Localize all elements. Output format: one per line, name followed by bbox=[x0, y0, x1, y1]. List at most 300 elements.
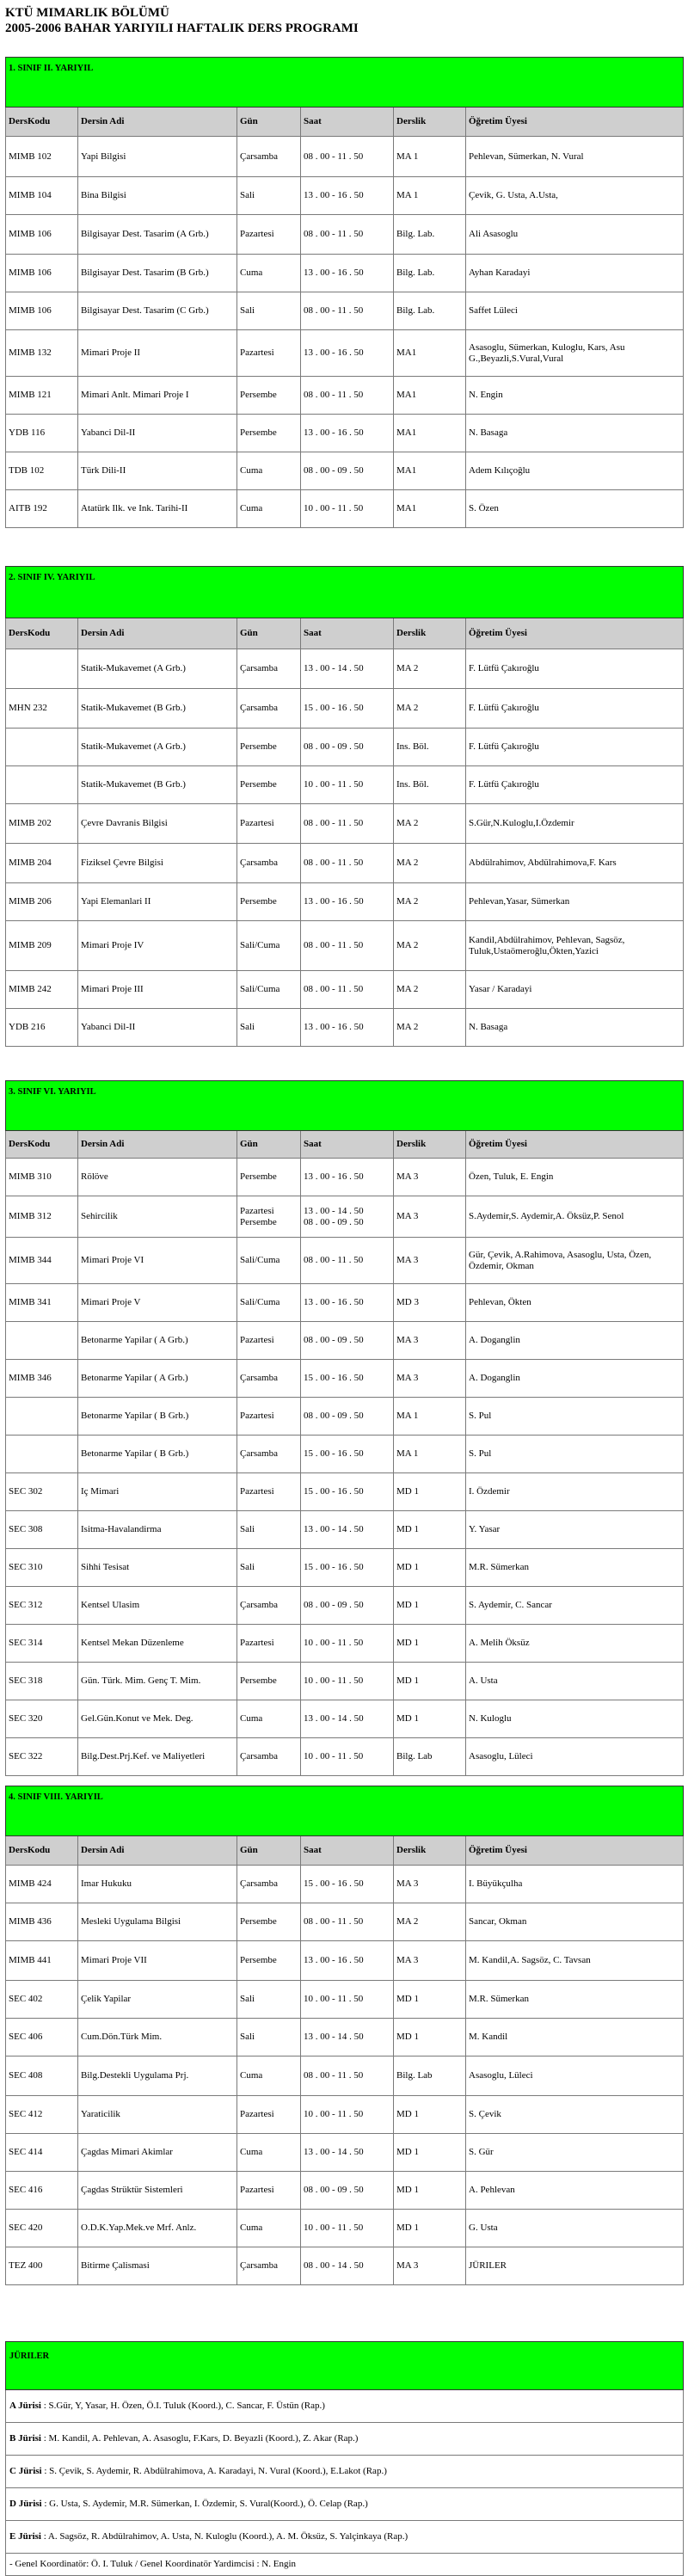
col-time: 15 . 00 - 16 . 50 bbox=[301, 1549, 394, 1587]
col-day: Pazartesi bbox=[237, 2096, 301, 2134]
col-teacher: F. Lütfü Çakıroğlu bbox=[466, 766, 684, 804]
table-row bbox=[6, 2247, 684, 2285]
col-time: 13 . 00 - 14 . 50 08 . 00 - 09 . 50 bbox=[301, 1196, 394, 1238]
col-time: 13 . 00 - 16 . 50 bbox=[301, 177, 394, 215]
header-col-code: DersKodu bbox=[6, 618, 78, 649]
col-name: Statik-Mukavemet (A Grb.) bbox=[78, 649, 237, 689]
col-code: MIMB 310 bbox=[6, 1159, 78, 1196]
col-teacher: Ali Asasoglu bbox=[466, 215, 684, 255]
col-time: 13 . 00 - 14 . 50 bbox=[301, 1700, 394, 1738]
col-room: MA 3 bbox=[394, 2247, 466, 2285]
col-day: Cuma bbox=[237, 2210, 301, 2247]
col-room: MD 1 bbox=[394, 1663, 466, 1700]
col-day: Sali/Cuma bbox=[237, 1284, 301, 1322]
col-time: 10 . 00 - 11 . 50 bbox=[301, 2210, 394, 2247]
col-teacher: M.R. Sümerkan bbox=[466, 1549, 684, 1587]
header-col-name: Dersin Adi bbox=[78, 1836, 237, 1866]
col-name: Bilg.Dest.Prj.Kef. ve Maliyetleri bbox=[78, 1738, 237, 1776]
col-time: 08 . 00 - 11 . 50 bbox=[301, 971, 394, 1009]
col-teacher: Yasar / Karadayi bbox=[466, 971, 684, 1009]
col-day: Sali/Cuma bbox=[237, 921, 301, 971]
table-row bbox=[6, 1941, 684, 1981]
col-time: 08 . 00 - 09 . 50 bbox=[301, 2172, 394, 2210]
table-row bbox=[6, 1587, 684, 1625]
col-day: Sali bbox=[237, 292, 301, 330]
col-room: MD 1 bbox=[394, 1549, 466, 1587]
col-code: MIMB 132 bbox=[6, 330, 78, 377]
jury-members: : M. Kandil, A. Pehlevan, A. Asasoglu, F.Kars, D. Beyazli (Koord.), Z. Akar (Rap.) bbox=[43, 2433, 359, 2444]
section-table bbox=[5, 1786, 684, 2285]
col-day: Cuma bbox=[237, 490, 301, 528]
col-name: Yabanci Dil-II bbox=[78, 1009, 237, 1047]
col-code: AITB 192 bbox=[6, 490, 78, 528]
col-room: MA 3 bbox=[394, 1238, 466, 1284]
col-day: Çarsamba bbox=[237, 844, 301, 883]
table-row bbox=[6, 1322, 684, 1360]
col-code: SEC 408 bbox=[6, 2056, 78, 2096]
table-row bbox=[6, 844, 684, 883]
col-name: Mimari Proje VI bbox=[78, 1238, 237, 1284]
col-teacher: S. Aydemir, C. Sancar bbox=[466, 1587, 684, 1625]
col-teacher: S. Pul bbox=[466, 1398, 684, 1436]
col-room: MA 2 bbox=[394, 1009, 466, 1047]
col-teacher: A. Doganglin bbox=[466, 1322, 684, 1360]
col-code: YDB 216 bbox=[6, 1009, 78, 1047]
col-room: Bilg. Lab. bbox=[394, 292, 466, 330]
col-name: Mimari Proje V bbox=[78, 1284, 237, 1322]
section-band bbox=[6, 58, 684, 108]
col-name: Statik-Mukavemet (B Grb.) bbox=[78, 766, 237, 804]
col-time: 08 . 00 - 09 . 50 bbox=[301, 452, 394, 490]
col-room: MA 2 bbox=[394, 689, 466, 729]
col-time: 10 . 00 - 11 . 50 bbox=[301, 1981, 394, 2019]
col-room: MD 1 bbox=[394, 2096, 466, 2134]
header-col-teacher: Öğretim Üyesi bbox=[466, 1836, 684, 1866]
col-teacher: Asasoglu, Lüleci bbox=[466, 2056, 684, 2096]
col-room: MA1 bbox=[394, 330, 466, 377]
table-row bbox=[6, 377, 684, 415]
col-code: SEC 406 bbox=[6, 2019, 78, 2056]
col-room: Bilg. Lab bbox=[394, 1738, 466, 1776]
jury-entry bbox=[6, 2390, 684, 2423]
col-time: 15 . 00 - 16 . 50 bbox=[301, 1473, 394, 1511]
header-col-code: DersKodu bbox=[6, 1131, 78, 1159]
jury-entry bbox=[6, 2521, 684, 2554]
table-row bbox=[6, 1981, 684, 2019]
section-table bbox=[5, 57, 684, 528]
header-col-room: Derslik bbox=[394, 618, 466, 649]
col-teacher: N. Basaga bbox=[466, 1009, 684, 1047]
col-room: MD 1 bbox=[394, 1625, 466, 1663]
col-room: MA 3 bbox=[394, 1866, 466, 1903]
header-col-name: Dersin Adi bbox=[78, 1131, 237, 1159]
col-teacher: M. Kandil,A. Sagsöz, C. Tavsan bbox=[466, 1941, 684, 1981]
table-row bbox=[6, 1866, 684, 1903]
juries-band bbox=[6, 2342, 684, 2390]
jury-members: : G. Usta, S. Aydemir, M.R. Sümerkan, I. Özdemir, S. Vural(Koord.), Ö. Celap (Rap.) bbox=[44, 2499, 368, 2509]
col-name: Betonarme Yapilar ( A Grb.) bbox=[78, 1322, 237, 1360]
col-teacher: N. Engin bbox=[466, 377, 684, 415]
col-code: SEC 310 bbox=[6, 1549, 78, 1587]
col-name: Çelik Yapilar bbox=[78, 1981, 237, 2019]
col-teacher: Saffet Lüleci bbox=[466, 292, 684, 330]
col-day: Sali bbox=[237, 1549, 301, 1587]
col-room: Ins. Böl. bbox=[394, 729, 466, 766]
header-col-name: Dersin Adi bbox=[78, 618, 237, 649]
col-room: MA 1 bbox=[394, 1436, 466, 1473]
col-name: Mesleki Uygulama Bilgisi bbox=[78, 1903, 237, 1941]
col-room: MD 1 bbox=[394, 1700, 466, 1738]
col-name: Çagdas Strüktür Sistemleri bbox=[78, 2172, 237, 2210]
col-time: 13 . 00 - 14 . 50 bbox=[301, 1511, 394, 1549]
column-header-row bbox=[6, 1836, 684, 1866]
col-name: Gel.Gün.Konut ve Mek. Deg. bbox=[78, 1700, 237, 1738]
col-time: 08 . 00 - 09 . 50 bbox=[301, 729, 394, 766]
header-col-code: DersKodu bbox=[6, 1836, 78, 1866]
col-code: MIMB 102 bbox=[6, 137, 78, 177]
col-teacher: S. Özen bbox=[466, 490, 684, 528]
page-title bbox=[5, 5, 359, 36]
jury-label: A Jürisi bbox=[9, 2401, 44, 2411]
col-code: SEC 308 bbox=[6, 1511, 78, 1549]
col-name: Bilgisayar Dest. Tasarim (A Grb.) bbox=[78, 215, 237, 255]
jury-label: D Jürisi bbox=[9, 2499, 45, 2509]
col-time: 08 . 00 - 11 . 50 bbox=[301, 1903, 394, 1941]
header-col-teacher: Öğretim Üyesi bbox=[466, 108, 684, 137]
table-row bbox=[6, 1284, 684, 1322]
col-day: Persembe bbox=[237, 1159, 301, 1196]
col-name: Mimari Proje II bbox=[78, 330, 237, 377]
col-name: Betonarme Yapilar ( A Grb.) bbox=[78, 1360, 237, 1398]
col-day: Çarsamba bbox=[237, 1360, 301, 1398]
header-col-teacher: Öğretim Üyesi bbox=[466, 618, 684, 649]
col-room: MD 1 bbox=[394, 1473, 466, 1511]
col-code: TEZ 400 bbox=[6, 2247, 78, 2285]
col-code: MIMB 106 bbox=[6, 255, 78, 292]
jury-entry bbox=[6, 2488, 684, 2521]
col-code: MIMB 104 bbox=[6, 177, 78, 215]
col-day: Çarsamba bbox=[237, 689, 301, 729]
col-code: MIMB 346 bbox=[6, 1360, 78, 1398]
col-teacher: N. Kuloglu bbox=[466, 1700, 684, 1738]
col-day: Pazartesi bbox=[237, 215, 301, 255]
col-day: Sali/Cuma bbox=[237, 1238, 301, 1284]
col-time: 13 . 00 - 16 . 50 bbox=[301, 1941, 394, 1981]
table-row bbox=[6, 1549, 684, 1587]
section-title: 2. SINIF IV. YARIYIL bbox=[6, 567, 684, 618]
col-room: Bilg. Lab. bbox=[394, 215, 466, 255]
col-room: MD 3 bbox=[394, 1284, 466, 1322]
col-room: MA1 bbox=[394, 490, 466, 528]
col-time: 08 . 00 - 09 . 50 bbox=[301, 1587, 394, 1625]
col-time: 13 . 00 - 14 . 50 bbox=[301, 2134, 394, 2172]
col-name: Imar Hukuku bbox=[78, 1866, 237, 1903]
col-code: SEC 414 bbox=[6, 2134, 78, 2172]
col-time: 08 . 00 - 11 . 50 bbox=[301, 804, 394, 844]
col-day: Persembe bbox=[237, 1663, 301, 1700]
col-time: 08 . 00 - 11 . 50 bbox=[301, 844, 394, 883]
col-room: MD 1 bbox=[394, 1511, 466, 1549]
col-teacher: S. Pul bbox=[466, 1436, 684, 1473]
col-name: Bilgisayar Dest. Tasarim (C Grb.) bbox=[78, 292, 237, 330]
section-band bbox=[6, 1081, 684, 1131]
col-name: Bina Bilgisi bbox=[78, 177, 237, 215]
jury-row bbox=[6, 2456, 684, 2488]
col-day: Çarsamba bbox=[237, 2247, 301, 2285]
col-day: Cuma bbox=[237, 1700, 301, 1738]
table-row bbox=[6, 1009, 684, 1047]
col-room: MA 2 bbox=[394, 883, 466, 921]
col-day: Pazartesi bbox=[237, 2172, 301, 2210]
jury-row bbox=[6, 2488, 684, 2521]
col-name: Yabanci Dil-II bbox=[78, 415, 237, 452]
col-name: Kentsel Mekan Düzenleme bbox=[78, 1625, 237, 1663]
table-row bbox=[6, 766, 684, 804]
col-teacher: A. Melih Öksüz bbox=[466, 1625, 684, 1663]
col-teacher: A. Pehlevan bbox=[466, 2172, 684, 2210]
col-time: 15 . 00 - 16 . 50 bbox=[301, 1866, 394, 1903]
col-code: MHN 232 bbox=[6, 689, 78, 729]
col-name: Fiziksel Çevre Bilgisi bbox=[78, 844, 237, 883]
col-time: 15 . 00 - 16 . 50 bbox=[301, 1360, 394, 1398]
col-name: Bilg.Destekli Uygulama Prj. bbox=[78, 2056, 237, 2096]
col-name: Atatürk Ilk. ve Ink. Tarihi-II bbox=[78, 490, 237, 528]
table-row bbox=[6, 177, 684, 215]
col-name: Bilgisayar Dest. Tasarim (B Grb.) bbox=[78, 255, 237, 292]
table-row bbox=[6, 2210, 684, 2247]
coordinator-text: - Genel Koordinatör: Ö. I. Tuluk / Genel Koordinatör Yardimcisi : N. Engin bbox=[6, 2554, 684, 2576]
title-line-1: KTÜ MIMARLIK BÖLÜMÜ bbox=[5, 6, 169, 20]
col-code bbox=[6, 1398, 78, 1436]
table-row bbox=[6, 330, 684, 377]
col-time: 10 . 00 - 11 . 50 bbox=[301, 1738, 394, 1776]
col-time: 13 . 00 - 16 . 50 bbox=[301, 1159, 394, 1196]
section-table bbox=[5, 1080, 684, 1776]
col-teacher: Pehlevan,Yasar, Sümerkan bbox=[466, 883, 684, 921]
col-name: Bitirme Çalismasi bbox=[78, 2247, 237, 2285]
col-day: Persembe bbox=[237, 377, 301, 415]
col-time: 08 . 00 - 11 . 50 bbox=[301, 2056, 394, 2096]
table-row bbox=[6, 1738, 684, 1776]
col-name: Cum.Dön.Türk Mim. bbox=[78, 2019, 237, 2056]
col-code: YDB 116 bbox=[6, 415, 78, 452]
col-time: 08 . 00 - 11 . 50 bbox=[301, 215, 394, 255]
juries-table bbox=[5, 2341, 684, 2576]
table-row bbox=[6, 1473, 684, 1511]
col-teacher: M. Kandil bbox=[466, 2019, 684, 2056]
col-code: SEC 314 bbox=[6, 1625, 78, 1663]
jury-label: B Jürisi bbox=[9, 2433, 44, 2444]
col-day: Persembe bbox=[237, 1903, 301, 1941]
section-title: 4. SINIF VIII. YARIYIL bbox=[6, 1786, 684, 1836]
col-teacher: A. Doganglin bbox=[466, 1360, 684, 1398]
table-row bbox=[6, 804, 684, 844]
col-day: Sali bbox=[237, 1511, 301, 1549]
col-name: Sihhi Tesisat bbox=[78, 1549, 237, 1587]
col-teacher: N. Basaga bbox=[466, 415, 684, 452]
col-teacher: Kandil,Abdülrahimov, Pehlevan, Sagsöz, Tuluk,Ustaömeroğlu,Ökten,Yazici bbox=[466, 921, 684, 971]
col-time: 13 . 00 - 14 . 50 bbox=[301, 2019, 394, 2056]
col-teacher: Asasoglu, Sümerkan, Kuloglu, Kars, Asu G.,Beyazli,S.Vural,Vural bbox=[466, 330, 684, 377]
col-day: Sali bbox=[237, 2019, 301, 2056]
jury-members: : S. Çevik, S. Aydemir, R. Abdülrahimova, A. Karadayi, N. Vural (Koord.), E.Lakot (Rap.) bbox=[44, 2466, 387, 2476]
col-code bbox=[6, 1322, 78, 1360]
col-code: MIMB 106 bbox=[6, 292, 78, 330]
col-name: Mimari Proje IV bbox=[78, 921, 237, 971]
header-col-time: Saat bbox=[301, 108, 394, 137]
col-code bbox=[6, 766, 78, 804]
table-row bbox=[6, 1663, 684, 1700]
col-day: Pazartesi bbox=[237, 330, 301, 377]
header-col-code: DersKodu bbox=[6, 108, 78, 137]
col-teacher: Y. Yasar bbox=[466, 1511, 684, 1549]
col-time: 08 . 00 - 11 . 50 bbox=[301, 921, 394, 971]
col-day: Cuma bbox=[237, 255, 301, 292]
col-teacher: Özen, Tuluk, E. Engin bbox=[466, 1159, 684, 1196]
col-name: Rölöve bbox=[78, 1159, 237, 1196]
col-day: Cuma bbox=[237, 2134, 301, 2172]
col-time: 15 . 00 - 16 . 50 bbox=[301, 689, 394, 729]
header-col-day: Gün bbox=[237, 1836, 301, 1866]
col-time: 08 . 00 - 09 . 50 bbox=[301, 1398, 394, 1436]
col-code: MIMB 344 bbox=[6, 1238, 78, 1284]
col-teacher: JÜRILER bbox=[466, 2247, 684, 2285]
header-col-room: Derslik bbox=[394, 1131, 466, 1159]
col-name: Yaraticilik bbox=[78, 2096, 237, 2134]
table-row bbox=[6, 2134, 684, 2172]
col-time: 13 . 00 - 16 . 50 bbox=[301, 883, 394, 921]
col-teacher: Gür, Çevik, A.Rahimova, Asasoglu, Usta, Özen, Özdemir, Okman bbox=[466, 1238, 684, 1284]
col-room: MA 2 bbox=[394, 649, 466, 689]
col-room: Ins. Böl. bbox=[394, 766, 466, 804]
table-row bbox=[6, 452, 684, 490]
table-row bbox=[6, 292, 684, 330]
col-code: MIMB 441 bbox=[6, 1941, 78, 1981]
col-room: MA 1 bbox=[394, 137, 466, 177]
col-code: MIMB 206 bbox=[6, 883, 78, 921]
col-day: Pazartesi Persembe bbox=[237, 1196, 301, 1238]
table-row bbox=[6, 2056, 684, 2096]
col-name: Türk Dili-II bbox=[78, 452, 237, 490]
col-day: Pazartesi bbox=[237, 1322, 301, 1360]
col-time: 13 . 00 - 16 . 50 bbox=[301, 330, 394, 377]
col-teacher: Pehlevan, Sümerkan, N. Vural bbox=[466, 137, 684, 177]
jury-row bbox=[6, 2521, 684, 2554]
col-time: 10 . 00 - 11 . 50 bbox=[301, 1625, 394, 1663]
col-teacher: M.R. Sümerkan bbox=[466, 1981, 684, 2019]
col-teacher: Asasoglu, Lüleci bbox=[466, 1738, 684, 1776]
col-name: Sehircilik bbox=[78, 1196, 237, 1238]
column-header-row bbox=[6, 108, 684, 137]
juries-title: JÜRILER bbox=[6, 2342, 684, 2390]
table-row bbox=[6, 729, 684, 766]
col-room: MD 1 bbox=[394, 2172, 466, 2210]
table-row bbox=[6, 1511, 684, 1549]
col-room: MD 1 bbox=[394, 2210, 466, 2247]
col-code: MIMB 204 bbox=[6, 844, 78, 883]
header-col-day: Gün bbox=[237, 108, 301, 137]
col-time: 08 . 00 - 09 . 50 bbox=[301, 1322, 394, 1360]
col-day: Çarsamba bbox=[237, 1866, 301, 1903]
section-band bbox=[6, 567, 684, 618]
table-row bbox=[6, 1436, 684, 1473]
col-time: 08 . 00 - 11 . 50 bbox=[301, 292, 394, 330]
table-row bbox=[6, 883, 684, 921]
col-code: MIMB 106 bbox=[6, 215, 78, 255]
table-row bbox=[6, 490, 684, 528]
col-day: Cuma bbox=[237, 452, 301, 490]
title-line-2: 2005-2006 BAHAR YARIYILI HAFTALIK DERS PROGRAMI bbox=[5, 22, 359, 35]
col-teacher: Adem Kılıçoğlu bbox=[466, 452, 684, 490]
col-code: MIMB 312 bbox=[6, 1196, 78, 1238]
col-room: MA 2 bbox=[394, 921, 466, 971]
col-teacher: F. Lütfü Çakıroğlu bbox=[466, 689, 684, 729]
header-col-day: Gün bbox=[237, 618, 301, 649]
col-name: Mimari Proje VII bbox=[78, 1941, 237, 1981]
col-name: Mimari Anlt. Mimari Proje I bbox=[78, 377, 237, 415]
col-teacher: S. Gür bbox=[466, 2134, 684, 2172]
jury-row bbox=[6, 2423, 684, 2456]
col-room: MA 1 bbox=[394, 177, 466, 215]
col-day: Çarsamba bbox=[237, 137, 301, 177]
col-room: Bilg. Lab bbox=[394, 2056, 466, 2096]
col-teacher: Pehlevan, Ökten bbox=[466, 1284, 684, 1322]
header-col-room: Derslik bbox=[394, 108, 466, 137]
table-row bbox=[6, 415, 684, 452]
col-code bbox=[6, 1436, 78, 1473]
column-header-row bbox=[6, 1131, 684, 1159]
col-day: Çarsamba bbox=[237, 1738, 301, 1776]
col-teacher: S. Çevik bbox=[466, 2096, 684, 2134]
section-band bbox=[6, 1786, 684, 1836]
col-day: Çarsamba bbox=[237, 1587, 301, 1625]
col-name: Yapi Elemanlari II bbox=[78, 883, 237, 921]
col-time: 08 . 00 - 11 . 50 bbox=[301, 137, 394, 177]
col-day: Sali bbox=[237, 177, 301, 215]
col-day: Çarsamba bbox=[237, 1436, 301, 1473]
col-time: 08 . 00 - 11 . 50 bbox=[301, 1238, 394, 1284]
col-code: SEC 412 bbox=[6, 2096, 78, 2134]
jury-members: : S.Gür, Y, Yasar, H. Özen, Ö.I. Tuluk (Koord.), C. Sancar, F. Üstün (Rap.) bbox=[43, 2401, 325, 2411]
col-name: Kentsel Ulasim bbox=[78, 1587, 237, 1625]
col-room: MA 3 bbox=[394, 1196, 466, 1238]
col-teacher: G. Usta bbox=[466, 2210, 684, 2247]
table-row bbox=[6, 971, 684, 1009]
col-teacher: S.Gür,N.Kuloglu,I.Özdemir bbox=[466, 804, 684, 844]
col-teacher: Çevik, G. Usta, A.Usta, bbox=[466, 177, 684, 215]
col-name: Çagdas Mimari Akimlar bbox=[78, 2134, 237, 2172]
col-room: MD 1 bbox=[394, 1587, 466, 1625]
col-code: MIMB 242 bbox=[6, 971, 78, 1009]
table-row bbox=[6, 1196, 684, 1238]
table-row bbox=[6, 1625, 684, 1663]
table-row bbox=[6, 2019, 684, 2056]
col-room: MA 2 bbox=[394, 804, 466, 844]
col-time: 13 . 00 - 16 . 50 bbox=[301, 1284, 394, 1322]
col-day: Pazartesi bbox=[237, 804, 301, 844]
col-teacher: Ayhan Karadayi bbox=[466, 255, 684, 292]
col-teacher: S.Aydemir,S. Aydemir,A. Öksüz,P. Senol bbox=[466, 1196, 684, 1238]
col-code: MIMB 341 bbox=[6, 1284, 78, 1322]
col-time: 08 . 00 - 14 . 50 bbox=[301, 2247, 394, 2285]
table-row bbox=[6, 2096, 684, 2134]
col-day: Sali bbox=[237, 1981, 301, 2019]
col-name: Betonarme Yapilar ( B Grb.) bbox=[78, 1436, 237, 1473]
col-teacher: I. Özdemir bbox=[466, 1473, 684, 1511]
col-code: MIMB 202 bbox=[6, 804, 78, 844]
col-name: Statik-Mukavemet (B Grb.) bbox=[78, 689, 237, 729]
col-room: MA1 bbox=[394, 377, 466, 415]
